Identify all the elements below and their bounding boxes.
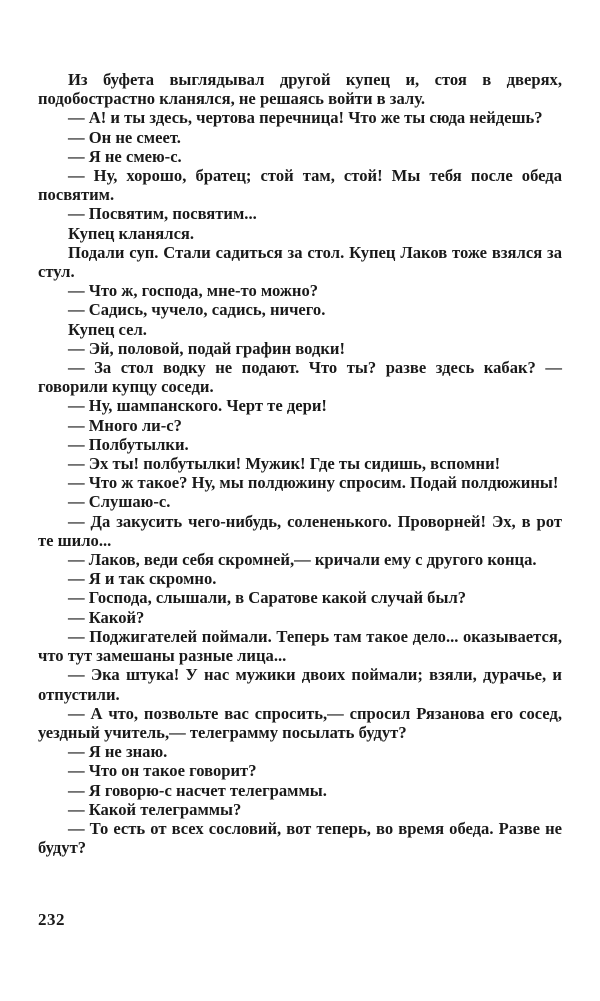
paragraph: Из буфета выглядывал другой купец и, стоя в дверях, подобострастно кланялся, не решаясь войти в залу. xyxy=(38,70,562,109)
paragraph: — Лаков, веди себя скромней,— кричали ему с другого конца. xyxy=(68,550,537,570)
paragraph: Подали суп. Стали садиться за стол. Купец Лаков тоже взялся за стул. xyxy=(38,242,562,282)
paragraph: — Садись, чучело, садись, ничего. xyxy=(68,300,326,320)
paragraph: — Ну, шампанского. Черт те дери! xyxy=(68,396,327,416)
paragraph: — Что ж такое? Ну, мы полдюжину спросим. Подай полдюжины! xyxy=(68,473,559,493)
page-text xyxy=(38,70,562,857)
paragraph: — Я и так скромно. xyxy=(68,569,217,589)
paragraph: — Я не смею-с. xyxy=(68,146,182,166)
paragraph: — Эх ты! полбутылки! Мужик! Где ты сидишь, вспомни! xyxy=(68,454,501,474)
paragraph: Купец кланялся. xyxy=(68,223,195,243)
paragraph: — Много ли-с? xyxy=(68,415,182,435)
paragraph: — Какой телеграммы? xyxy=(68,799,242,819)
paragraph: — Полбутылки. xyxy=(68,434,189,454)
paragraph: — Что ж, господа, мне-то можно? xyxy=(68,281,319,301)
paragraph: — Я говорю-с насчет телеграммы. xyxy=(68,780,327,800)
paragraph: — Поджигателей поймали. Теперь там такое дело... оказывается, что тут замешаны разные лица... xyxy=(38,626,562,666)
paragraph: — Господа, слышали, в Саратове какой случай был? xyxy=(68,588,467,608)
paragraph: — Слушаю-с. xyxy=(68,492,171,512)
paragraph: Купец сел. xyxy=(68,319,147,339)
paragraph: — Эка штука! У нас мужики двоих поймали; взяли, дурачье, и отпустили. xyxy=(38,665,562,704)
paragraph: — Эй, половой, подай графин водки! xyxy=(68,338,345,358)
paragraph: — Что он такое говорит? xyxy=(68,761,257,781)
paragraph: — Я не знаю. xyxy=(68,742,168,762)
paragraph: — Посвятим, посвятим... xyxy=(68,204,257,224)
paragraph: — Какой? xyxy=(68,607,145,627)
paragraph: — А что, позвольте вас спросить,— спросил Рязанова его сосед, уездный учитель,— телеграмму посылать будут? xyxy=(38,703,562,742)
paragraph: — А! и ты здесь, чертова перечница! Что же ты сюда нейдешь? xyxy=(68,108,543,128)
paragraph: — То есть от всех сословий, вот теперь, во время обеда. Разве не будут? xyxy=(38,818,562,858)
paragraph: — Ну, хорошо, братец; стой там, стой! Мы тебя после обеда посвятим. xyxy=(38,166,562,205)
paragraph: — Да закусить чего-нибудь, солененького. Проворней! Эх, в рот те шило... xyxy=(38,511,562,550)
paragraph: — Он не смеет. xyxy=(68,127,181,147)
page-number: 232 xyxy=(38,910,65,929)
paragraph: — За стол водку не подают. Что ты? разве здесь кабак? — говорили купцу соседи. xyxy=(38,358,562,397)
